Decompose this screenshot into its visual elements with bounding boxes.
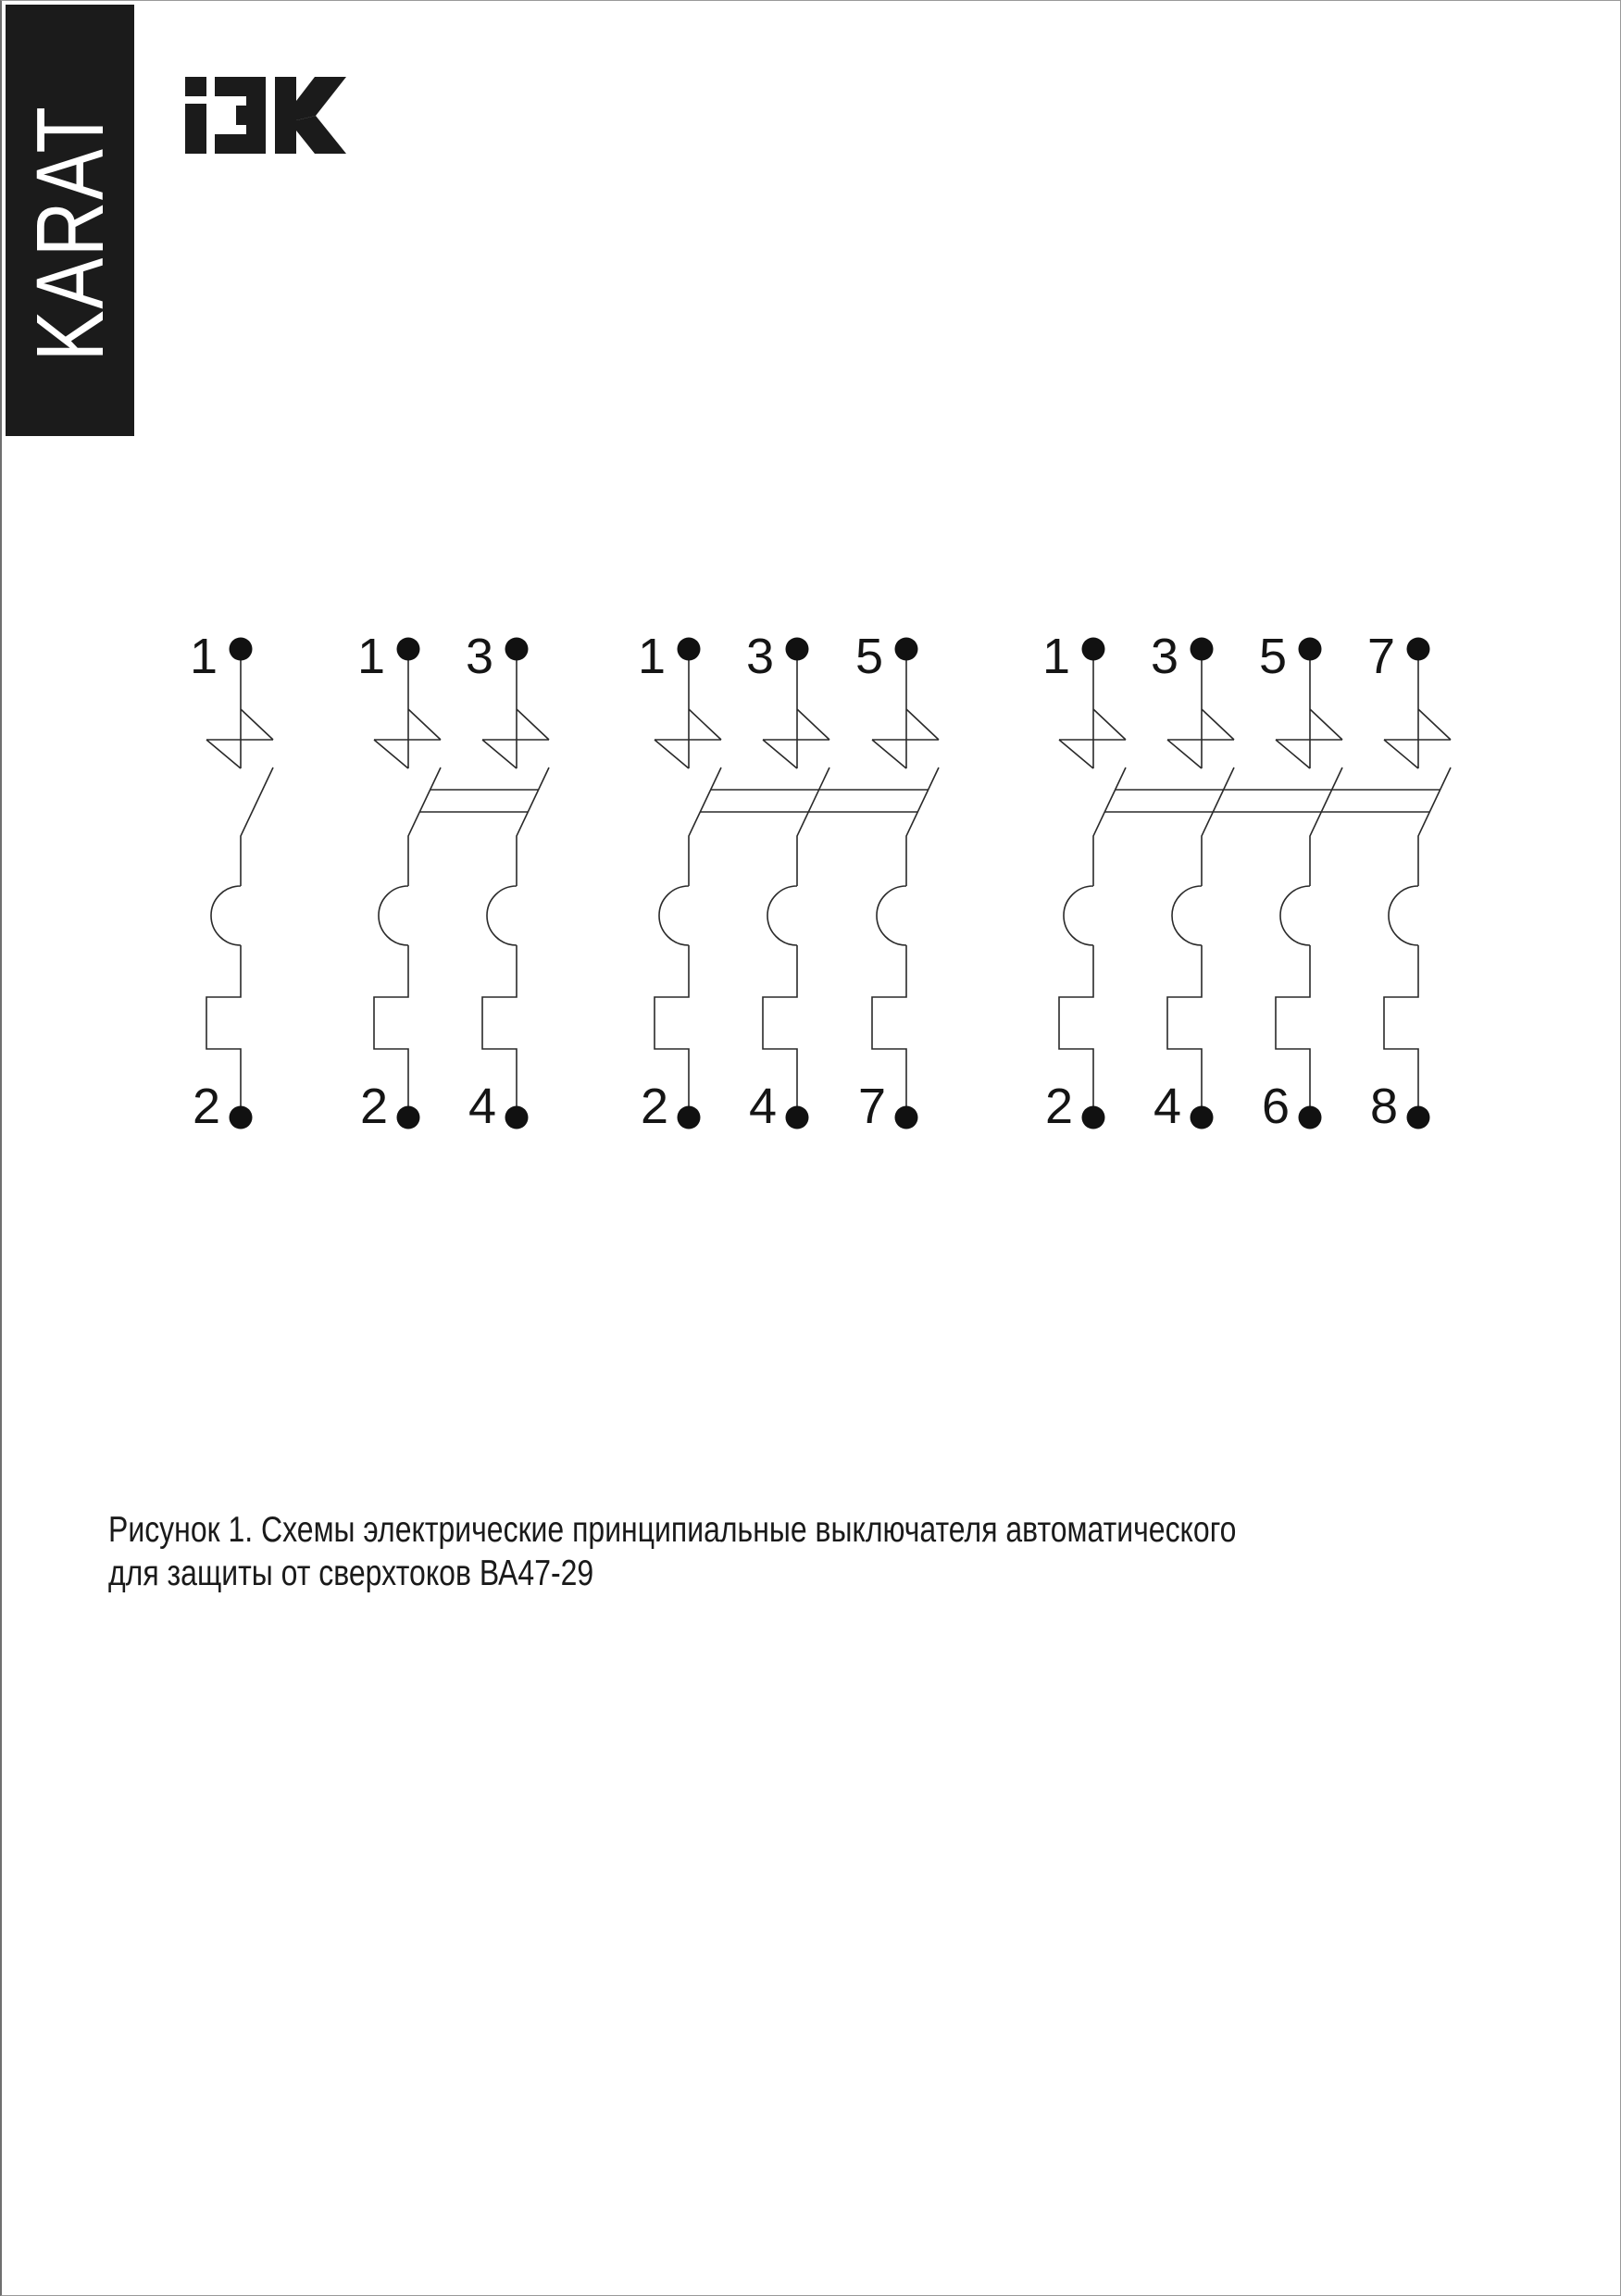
bottom-terminal-dot [1299,1106,1322,1129]
bottom-terminal-label: 6 [1261,1079,1290,1134]
bottom-terminal-label: 4 [1153,1079,1181,1134]
top-terminal-label: 1 [1041,629,1070,684]
breaker-pole-path [655,649,721,1117]
bottom-terminal-label: 7 [857,1079,886,1134]
top-terminal-dot [1407,638,1430,661]
breaker-pole-path [763,649,829,1117]
bottom-terminal-dot [1082,1106,1105,1129]
breaker-pole-path [374,649,441,1117]
bottom-terminal-label: 2 [192,1079,220,1134]
top-terminal-label: 3 [1150,629,1178,684]
schematic-group-4-pole [1042,629,1451,1134]
breaker-pole-path [1276,649,1342,1117]
top-terminal-label: 1 [356,629,385,684]
bottom-terminal-label: 2 [1044,1079,1073,1134]
top-terminal-label: 7 [1366,629,1395,684]
top-terminal-dot [1191,638,1214,661]
schematic-group-3-pole [638,629,939,1134]
top-terminal-dot [1082,638,1105,661]
top-terminal-dot [1299,638,1322,661]
breaker-pole-path [482,649,549,1117]
breaker-pole-path [1059,649,1126,1117]
bottom-terminal-dot [895,1106,918,1129]
bottom-terminal-dot [678,1106,701,1129]
schematic-group-1-pole [190,629,273,1134]
bottom-terminal-dot [505,1106,529,1129]
bottom-terminal-label: 2 [359,1079,388,1134]
top-terminal-label: 1 [637,629,666,684]
figure-caption-line-1: Рисунок 1. Схемы электрические принципиальные выключателя автоматического [108,1510,1237,1550]
breaker-schematics-figure [2,1,1621,2296]
top-terminal-label: 3 [745,629,774,684]
top-terminal-dot [397,638,420,661]
bottom-terminal-dot [786,1106,809,1129]
bottom-terminal-label: 4 [748,1079,777,1134]
top-terminal-dot [230,638,253,661]
bottom-terminal-dot [1191,1106,1214,1129]
breaker-pole-path [872,649,939,1117]
bottom-terminal-dot [397,1106,420,1129]
figure-caption-line-2: для защиты от сверхтоков ВА47-29 [108,1554,594,1593]
top-terminal-label: 3 [465,629,493,684]
breaker-pole-path [206,649,273,1117]
figure-caption [108,1508,1237,1595]
top-terminal-dot [895,638,918,661]
breaker-pole-path [1384,649,1451,1117]
top-terminal-label: 1 [189,629,218,684]
bottom-terminal-label: 8 [1369,1079,1398,1134]
top-terminal-label: 5 [1258,629,1287,684]
top-terminal-dot [678,638,701,661]
bottom-terminal-label: 2 [640,1079,668,1134]
bottom-terminal-label: 4 [468,1079,496,1134]
bottom-terminal-dot [230,1106,253,1129]
breaker-pole-path [1167,649,1234,1117]
top-terminal-dot [505,638,529,661]
bottom-terminal-dot [1407,1106,1430,1129]
schematic-group-2-pole [357,629,549,1134]
top-terminal-label: 5 [854,629,883,684]
top-terminal-dot [786,638,809,661]
karat-brand-label: KARAT [16,105,123,362]
